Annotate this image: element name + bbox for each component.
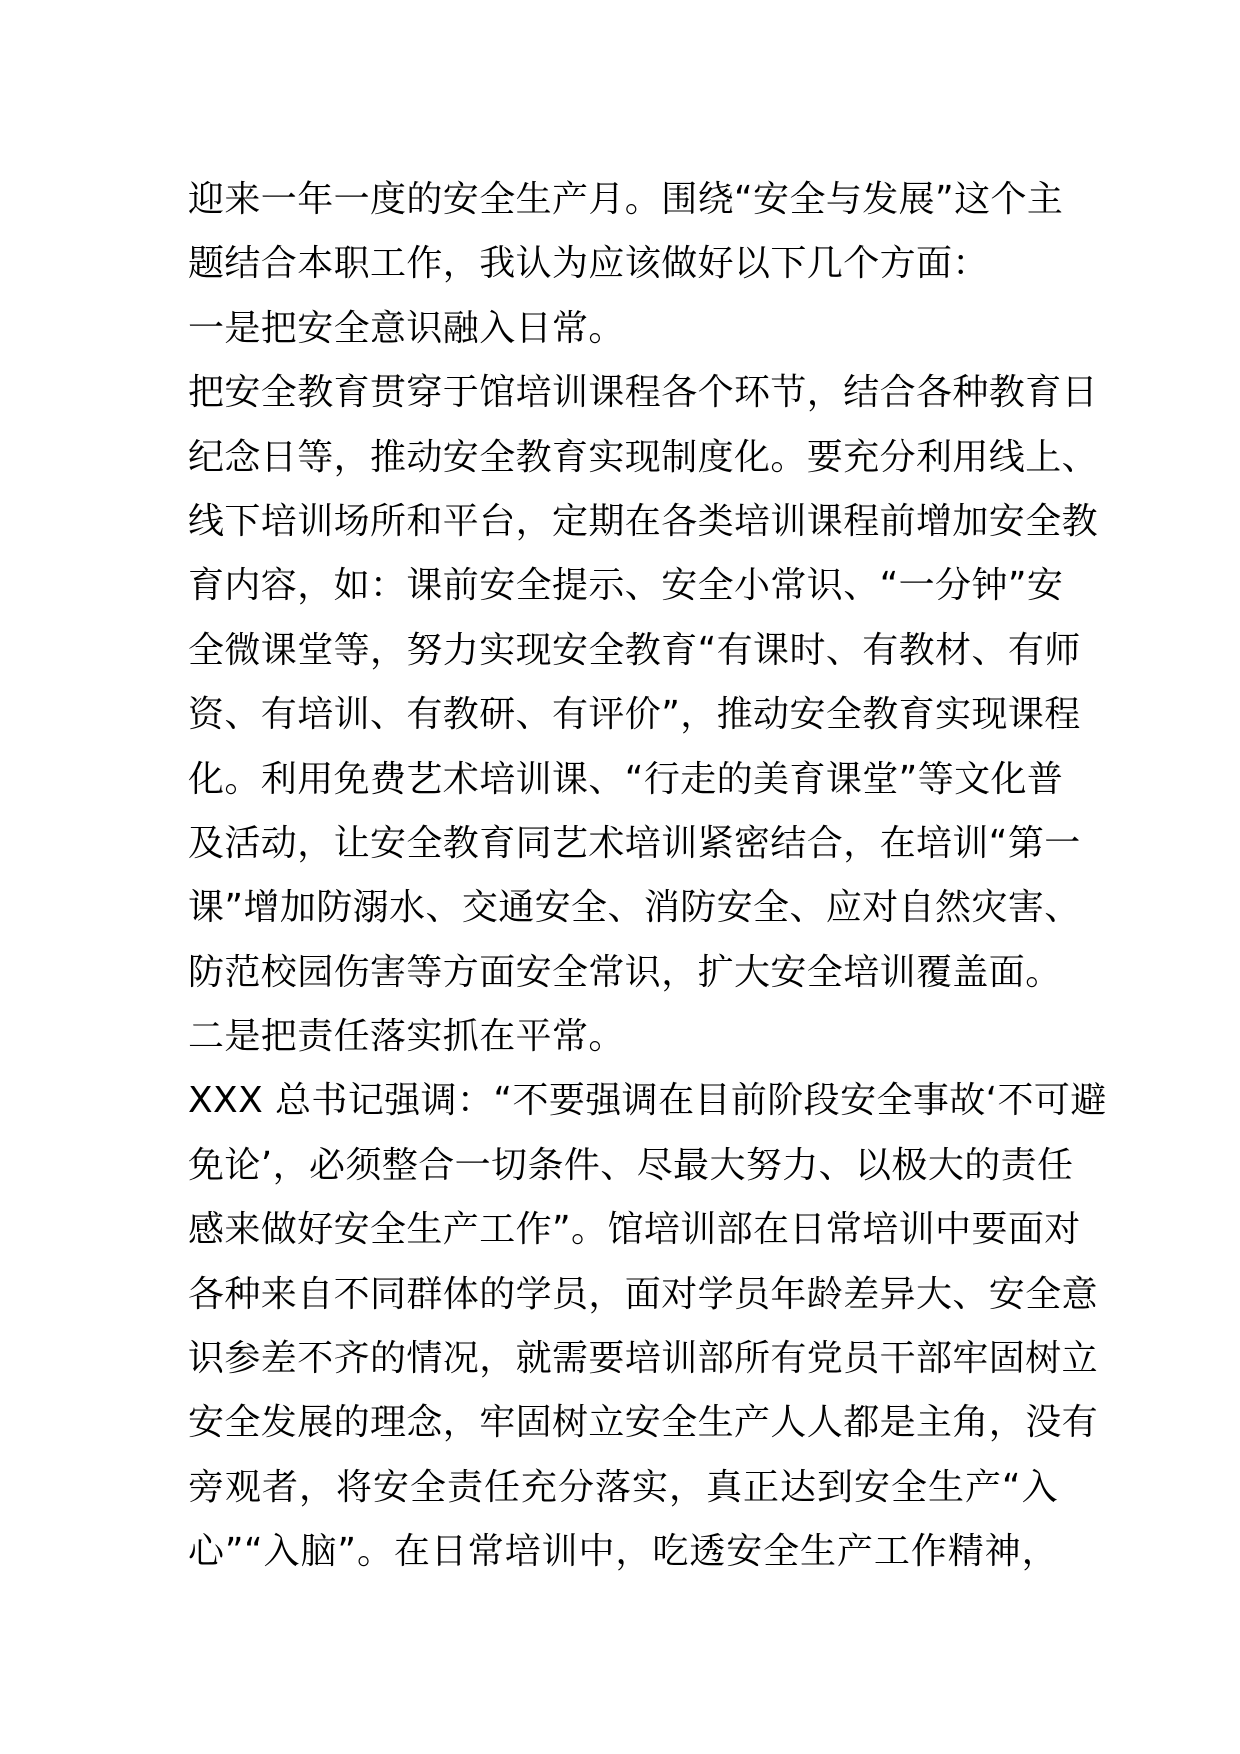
text-line: 防范校园伤害等方面安全常识，扩大安全培训覆盖面。 <box>188 951 1062 993</box>
text-line: 题结合本职工作，我认为应该做好以下几个方面： <box>188 243 989 285</box>
text-line: 旁观者，将安全责任充分落实，真正达到安全生产“入 <box>188 1466 1058 1508</box>
text-line: 感来做好安全生产工作”。馆培训部在日常培训中要面对 <box>188 1209 1081 1251</box>
text-line: 识参差不齐的情况，就需要培训部所有党员干部牢固树立 <box>188 1338 1099 1380</box>
document-body <box>188 168 1107 1585</box>
text-line: 心”“入脑”。在日常培训中，吃透安全生产工作精神， <box>188 1531 1058 1573</box>
text-line: 线下培训场所和平台，定期在各类培训课程前增加安全教 <box>188 500 1099 542</box>
text-line: 育内容，如：课前安全提示、安全小常识、“一分钟”安 <box>188 565 1064 607</box>
text-line: 课”增加防溺水、交通安全、消防安全、应对自然灾害、 <box>188 887 1081 929</box>
text-line: 各种来自不同群体的学员，面对学员年龄差异大、安全意 <box>188 1273 1099 1315</box>
text-line: 免论’，必须整合一切条件、尽最大努力、以极大的责任 <box>188 1144 1074 1186</box>
section-heading: 二是把责任落实抓在平常。 <box>188 1016 625 1058</box>
text-line: XXX 总书记强调：“不要强调在目前阶段安全事故‘不可避 <box>188 1080 1107 1122</box>
text-line: 化。利用免费艺术培训课、“行走的美育课堂”等文化普 <box>188 758 1064 800</box>
text-line: 安全发展的理念，牢固树立安全生产人人都是主角，没有 <box>188 1402 1099 1444</box>
text-line: 把安全教育贯穿于馆培训课程各个环节，结合各种教育日 <box>188 372 1099 414</box>
text-line: 迎来一年一度的安全生产月。围绕“安全与发展”这个主 <box>188 179 1064 220</box>
text-line: 全微课堂等，努力实现安全教育“有课时、有教材、有师 <box>188 629 1081 671</box>
text-line: 资、有培训、有教研、有评价”，推动安全教育实现课程 <box>188 694 1081 736</box>
text-line: 及活动，让安全教育同艺术培训紧密结合，在培训“第一 <box>188 822 1081 864</box>
section-heading: 一是把安全意识融入日常。 <box>188 307 625 349</box>
text-line: 纪念日等，推动安全教育实现制度化。要充分利用线上、 <box>188 436 1099 478</box>
